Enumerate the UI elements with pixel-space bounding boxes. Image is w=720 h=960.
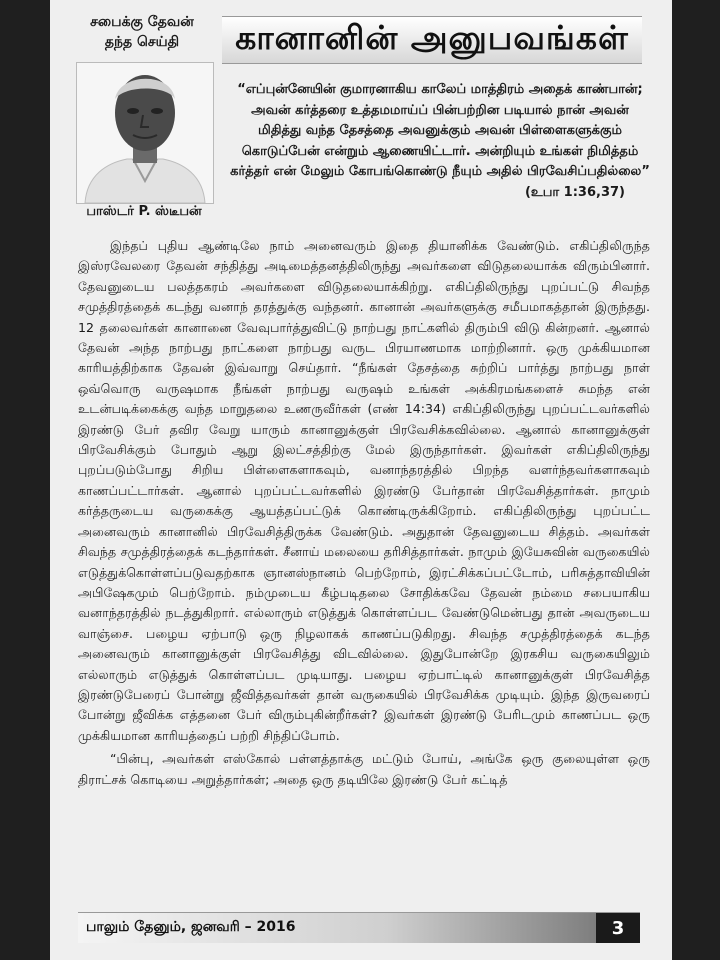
author-caption: பாஸ்டர் P. ஸ்டீபன் (86, 204, 202, 219)
article-title: கானானின் அனுபவங்கள் (222, 16, 642, 64)
magazine-page (50, 0, 672, 960)
page-number: 3 (596, 913, 640, 943)
page-footer (78, 912, 640, 943)
section-label-line2: தந்த செய்தி (104, 34, 180, 50)
body-paragraph-2: “பின்பு, அவர்கள் எஸ்கோல் பள்ளத்தாக்கு மட்டும் போய், அங்கே ஒரு குலையுள்ள ஒரு திராட்சக் கொடியை அறுத்தார்கள்; அதை ஒரு தடியிலே இரண்டு பேர் கட்டித் (78, 751, 650, 787)
scripture-quote (230, 80, 650, 204)
author-portrait-image (77, 63, 213, 203)
section-label-line1: சபைக்கு தேவன் (90, 14, 194, 30)
author-photo (76, 62, 214, 204)
article-body (78, 236, 650, 790)
section-label (72, 12, 212, 56)
body-paragraph-1: இந்தப் புதிய ஆண்டிலே நாம் அனைவரும் இதை தியானிக்க வேண்டும். எகிப்திலிருந்த இஸ்ரவேலரை தேவன் சந்தித்து அடிமைத்தனத்திலிருந்து அவர்களை விடுதலையாக்க விரும்பினார். தேவனுடைய பலத்தகரம் அவர்களை விடுதலையாக்கிற்று. எகிப்திலிருந்து புறப்பட்டு சிவந்த சமுத்திரத்தைக் கடந்து வனாந் தரத்துக்கு வந்தனர். கானான் அவர்களுக்கு சமீபமாகத்தான் இருந்தது. 12 தலைவர்கள் கானானை வேவுபார்த்துவிட்டு நாற்பது நாட்களில் திரும்பி விடு கின்றனர். ஆனால் தேவன் அந்த நாற்பது நாட்களை நாற்பது வருட பிரயாணமாக மாற்றினார். ஒரு முக்கியமான காரியத்திற்காக தேவன் இவ்வாறு செய்தார். “நீங்கள் தேசத்தை சுற்றிப் பார்த்து நாற்பது நாள் ஒவ்வொரு வருஷமாக நீங்கள் நாற்பது வருஷம் உங்கள் அக்கிரமங்களைச் சுமந்த என் உடன்படிக்கைக்கு வந்த மாறுதலை உணருவீர்கள் (எண் 14:34) எகிப்திலிருந்து புறப்பட்டவர்களில் இரண்டு பேர் தவிர வேறு யாரும் கானானுக்குள் பிரவேசிக்கவில்லை. ஆனால் கானானுக்குள் பிரவேசிக்கும் போதும் ஆறு இலட்சத்திற்கு மேல் இருந்தார்கள். இவர்கள் எகிப்திலிருந்து புறப்படும்போது சிறிய பிள்ளைகளாகவும், வனாந்தரத்தில் பிறந்த வளர்ந்தவர்களாகவும் காணப்பட்டார்கள். ஆனால் புறப்பட்டவர்களில் இரண்டு பேர்தான் பிரவேசித்தார்கள். நாமும் கர்த்தருடைய வருகைக்கு ஆயத்தப்பட்டுக் கொண்டிருக்கிறோம். எகிப்திலிருந்து புறப்பட்ட அனைவரும் கானானில் பிரவேசித்திருக்க வேண்டும். அதுதான் தேவனுடைய சித்தம். அவர்கள் சிவந்த சமுத்திரத்தைக் கடந்தார்கள். சீனாய் மலையை தரிசித்தார்கள். நாமும் இயேசுவின் வருகையில் எடுத்துக்கொள்ளப்படுவதற்காக ஞானஸ்நானம் பெற்றோம், இரட்சிக்கப்பட்டோம், பரிசுத்தாவியின் அபிஷேகமும் பெற்றோம். நம்முடைய கீழ்படிதலை சோதிக்கவே தேவன் நம்மை சபையாகிய வனாந்தரத்தில் நடத்துகிறார். எல்லாரும் எடுத்துக் கொள்ளப்பட வேண்டுமென்பது தான் அவருடைய வாஞ்சை. பழைய ஏற்பாடு ஒரு நிழலாகக் காணப்படுகிறது. சிவந்த சமுத்திரத்தைக் கடந்த அனைவரும் கானானுக்குள் பிரவேசித்து விடவில்லை. இதுபோன்றே இரகசிய வருகையிலும் எல்லாரும் எடுத்துக் கொள்ளப்பட முடியாது. பழைய ஏற்பாட்டில் கானானுக்குள் பிரவேசித்த இரண்டுபேரைப் போன்று ஜீவித்தவர்கள் தான் வருகையில் பிரவேசிக்க முடியும். இந்த இருவரைப் போன்று ஜீவிக்க எத்தனை பேர் விரும்புகின்றீர்கள்? இவர்கள் இரண்டு பேரிடமும் காணப்பட ஒரு முக்கியமான காரியத்தைப் பற்றி சிந்திப்போம். (78, 238, 650, 743)
scripture-quote-text: “எப்புன்னேயின் குமாரனாகிய காலேப் மாத்திரம் அதைக் காண்பான்; அவன் கர்த்தரை உத்தமமாய்ப் பின்பற்றின படியால் நான் அவன் மிதித்து வந்த தேசத்தை அவனுக்கும் அவன் பிள்ளைகளுக்கும் கொடுப்பேன் என்றும் ஆணையிட்டார். அன்றியும் உங்கள் நிமித்தம் கர்த்தர் என் மேலும் கோபங்கொண்டு நீயும் அதில் பிரவேசிப்பதில்லை” (230, 82, 650, 180)
footer-publication: பாலும் தேனும், ஜனவரி – 2016 (86, 919, 296, 935)
scripture-reference: (உபா 1:36,37) (524, 184, 625, 200)
